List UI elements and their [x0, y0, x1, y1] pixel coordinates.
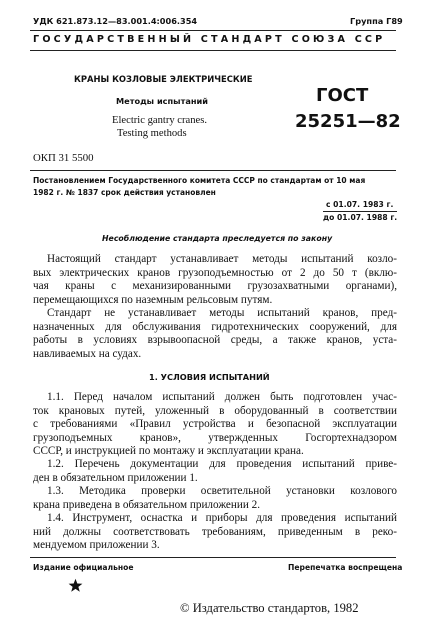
gost-number: 25251—82: [295, 111, 401, 132]
title-en-line1: Electric gantry cranes.: [112, 115, 207, 126]
text-line: ден в обязательном приложении 1.: [33, 471, 198, 484]
section-heading: 1. УСЛОВИЯ ИСПЫТАНИЙ: [149, 372, 270, 382]
text-line: 1.1. Перед началом испытаний должен быть подготовлен учас-: [47, 391, 397, 403]
clause-1-4: [33, 512, 397, 553]
gost-label: ГОСТ: [316, 85, 369, 106]
clause-1-1: [33, 391, 397, 459]
decree-line2: 1982 г. № 1837 срок действия установлен: [33, 188, 216, 197]
okp-code: ОКП 31 5500: [33, 152, 94, 164]
text-line: перемещающихся по наземным рельсовым путям.: [33, 293, 273, 306]
text-line: навливаемых на судах.: [33, 347, 142, 360]
udk-code: УДК 621.873.12—83.001.4:006.354: [33, 16, 198, 26]
text-line: мендуемом приложении 3.: [33, 539, 160, 551]
star-icon: [68, 578, 83, 598]
text-line: с требованиями «Правил устройства и безопасной эксплуатации: [33, 418, 397, 430]
title-en-line2: Testing methods: [117, 128, 187, 139]
clause-1-3: [33, 485, 397, 512]
text-line: СССР, и инструкцией по монтажу и эксплуатации крана.: [33, 445, 304, 457]
title-main: КРАНЫ КОЗЛОВЫЕ ЭЛЕКТРИЧЕСКИЕ: [74, 74, 253, 84]
text-line: назначенных для обслуживания гидротехнических сооружений, для: [33, 320, 397, 333]
decree-line1: Постановлением Государственного комитета СССР по стандартам от 10 мая: [33, 176, 366, 185]
penalty-note: Несоблюдение стандарта преследуется по закону: [102, 234, 333, 243]
reprint-prohibited-label: Перепечатка воспрещена: [288, 563, 403, 572]
text-line: грузоподъемных кранов», утвержденных Госгортехнадзором: [33, 431, 397, 444]
text-line: ток крановых путей, уложенный в оборудованный в соответствии: [33, 404, 397, 417]
text-line: Настоящий стандарт устанавливает методы испытаний козло-: [47, 253, 397, 265]
intro-paragraph-1: [33, 253, 397, 307]
publisher-copyright: © Издательство стандартов, 1982: [180, 601, 359, 615]
footer-rule: [30, 557, 396, 558]
intro-paragraph-2: [33, 307, 397, 361]
text-line: Стандарт не устанавливает методы испытаний кранов, пред-: [47, 307, 397, 319]
banner-rule: [30, 50, 396, 51]
text-line: крана приведена в обязательном приложении 2.: [33, 498, 261, 511]
text-line: работы в условиях взрывоопасной среды, а также кранов, уста-: [33, 334, 397, 346]
okp-rule: [30, 170, 396, 171]
text-line: вых электрических кранов грузоподъемностью от 2 до 50 т (вклю-: [33, 266, 397, 279]
text-line: ний должны соответствовать требованиям, приведенным в реко-: [33, 525, 397, 538]
title-sub: Методы испытаний: [116, 96, 208, 106]
state-standard-banner: ГОСУДАРСТВЕННЫЙ СТАНДАРТ СОЮЗА ССР: [33, 34, 386, 45]
text-line: 1.2. Перечень документации для проведения испытаний приве-: [47, 458, 397, 470]
clause-1-2: [33, 458, 397, 485]
top-rule: [30, 30, 396, 31]
text-line: 1.4. Инструмент, оснастка и приборы для проведения испытаний: [47, 512, 397, 524]
validity-from: с 01.07. 1983 г.: [326, 200, 394, 209]
validity-to: до 01.07. 1988 г.: [323, 213, 398, 222]
text-line: 1.3. Методика проверки осветительной установки козлового: [47, 485, 397, 497]
text-line: чая краны с механизированными грузозахватными органами),: [33, 280, 397, 292]
group-code: Группа Г89: [350, 16, 403, 26]
validity-from-underline: [323, 211, 397, 212]
official-edition-label: Издание официальное: [33, 563, 134, 572]
